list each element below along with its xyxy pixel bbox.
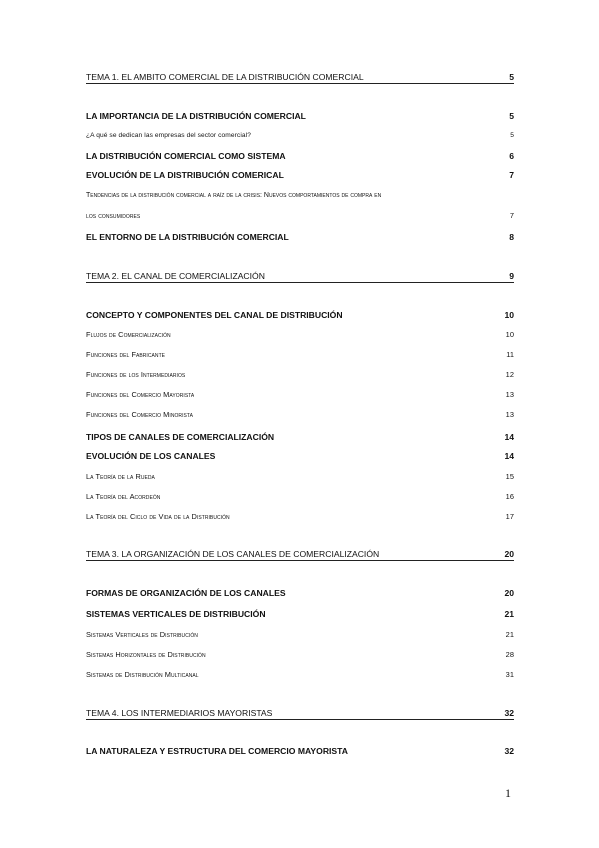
toc-entry-subsection[interactable] [86, 390, 514, 399]
toc-entry-page: 12 [505, 370, 514, 379]
toc-entry-title: TEMA 2. EL CANAL DE COMERCIALIZACIÓN [86, 271, 265, 281]
toc-entry-page: 9 [509, 271, 514, 281]
toc-entry-page: 11 [506, 350, 514, 359]
toc-entry-title: Flujos de Comercialización [86, 330, 171, 339]
toc-entry-section[interactable] [86, 310, 514, 320]
toc-entry-page: 32 [504, 746, 514, 756]
toc-entry-page: 6 [509, 151, 514, 161]
toc-entry-page: 14 [504, 432, 514, 442]
toc-entry-page: 20 [504, 549, 514, 559]
toc-entry-title: SISTEMAS VERTICALES DE DISTRIBUCIÓN [86, 609, 266, 619]
toc-entry-title: TEMA 1. EL AMBITO COMERCIAL DE LA DISTRIBUCIÓN COMERCIAL [86, 72, 364, 82]
toc-entry-title: EVOLUCIÓN DE LOS CANALES [86, 451, 216, 461]
toc-entry-title: Sistemas Verticales de Distribución [86, 630, 198, 639]
toc-entry-page: 13 [505, 410, 514, 419]
toc-entry-page: 14 [504, 451, 514, 461]
toc-entry-title: LA DISTRIBUCIÓN COMERCIAL COMO SISTEMA [86, 151, 286, 161]
toc-entry-section[interactable] [86, 232, 514, 242]
toc-entry-subsection[interactable] [86, 370, 514, 379]
toc-entry-subsection[interactable] [86, 410, 514, 419]
toc-entry-title: TEMA 4. LOS INTERMEDIARIOS MAYORISTAS [86, 708, 273, 718]
toc-entry-title: CONCEPTO Y COMPONENTES DEL CANAL DE DISTRIBUCIÓN [86, 310, 343, 320]
toc-entry-page: 10 [505, 330, 514, 339]
toc-entry-title: Sistemas de Distribución Multicanal [86, 670, 199, 679]
toc-entry-title: La Teoría de la Rueda [86, 472, 155, 481]
toc-entry-title: La Teoría del Acordeón [86, 492, 161, 501]
page-number: 1 [505, 786, 511, 800]
toc-entry-section[interactable] [86, 151, 514, 161]
toc-entry-section[interactable] [86, 746, 514, 756]
toc-entry-page: 21 [504, 609, 514, 619]
toc-entry-title: Funciones de los Intermediarios [86, 370, 186, 379]
toc-entry-page: 28 [505, 650, 514, 659]
toc-entry-page: 17 [505, 512, 514, 521]
toc-entry-title: EVOLUCIÓN DE LA DISTRIBUCIÓN COMERICAL [86, 170, 284, 180]
toc-entry-subsection[interactable] [86, 472, 514, 481]
toc-entry-page: 15 [505, 472, 514, 481]
toc-entry-page: 7 [509, 170, 514, 180]
toc-entry-section[interactable] [86, 451, 514, 461]
toc-entry-tema-3[interactable] [86, 549, 514, 561]
toc-entry-tema-2[interactable] [86, 271, 514, 283]
toc-entry-page: 16 [505, 492, 514, 501]
toc-entry-section[interactable] [86, 170, 514, 180]
toc-entry-title: FORMAS DE ORGANIZACIÓN DE LOS CANALES [86, 588, 286, 598]
toc-entry-title: TEMA 3. LA ORGANIZACIÓN DE LOS CANALES DE COMERCIALIZACIÓN [86, 549, 380, 559]
toc-entry-title: LA IMPORTANCIA DE LA DISTRIBUCIÓN COMERCIAL [86, 111, 306, 121]
toc-entry-title: Sistemas Horizontales de Distribución [86, 650, 206, 659]
toc-entry-page: 13 [505, 390, 514, 399]
toc-entry-page: 7 [509, 211, 514, 220]
toc-entry-title: Funciones del Fabricante [86, 350, 166, 359]
toc-entry-title: LA NATURALEZA Y ESTRUCTURA DEL COMERCIO MAYORISTA [86, 746, 348, 756]
toc-entry-page: 5 [509, 111, 514, 121]
toc-entry-section[interactable] [86, 432, 514, 442]
toc-entry-title: EL ENTORNO DE LA DISTRIBUCIÓN COMERCIAL [86, 232, 289, 242]
toc-entry-section[interactable] [86, 588, 514, 598]
toc-entry-section[interactable] [86, 111, 514, 121]
toc-entry-title: Tendencias de la distribución comercial a raíz de la crisis: Nuevos comportamientos de compra en [86, 192, 382, 199]
toc-entry-page: 5 [510, 132, 514, 139]
toc-entry-page: 20 [504, 588, 514, 598]
toc-entry-title: TIPOS DE CANALES DE COMERCIALIZACIÓN [86, 432, 275, 442]
toc-entry-page: 10 [504, 310, 514, 320]
toc-entry-tema-4[interactable] [86, 708, 514, 720]
toc-entry-page: 8 [509, 232, 514, 242]
toc-entry-subsection[interactable] [86, 492, 514, 501]
toc-entry-subsection[interactable] [86, 630, 514, 639]
toc-entry-page: 5 [509, 72, 514, 82]
toc-entry-subsection[interactable] [86, 350, 514, 359]
toc-entry-subsection[interactable] [86, 132, 514, 139]
toc-entry-page: 32 [504, 708, 514, 718]
toc-entry-title: los consumidores [86, 211, 141, 220]
toc-entry-subsection[interactable] [86, 211, 514, 220]
toc-entry-title: La Teoría del Ciclo de Vida de la Distribución [86, 512, 230, 521]
toc-entry-page: 21 [505, 630, 514, 639]
toc-entry-subsection[interactable] [86, 330, 514, 339]
toc-entry-page: 31 [505, 670, 514, 679]
toc-entry-subsection[interactable] [86, 192, 514, 199]
toc-entry-subsection[interactable] [86, 670, 514, 679]
toc-entry-title: ¿A qué se dedican las empresas del sector comercial? [86, 132, 251, 139]
toc-entry-tema-1[interactable] [86, 72, 514, 84]
toc-entry-subsection[interactable] [86, 512, 514, 521]
toc-entry-title: Funciones del Comercio Minorista [86, 410, 194, 419]
toc-entry-section[interactable] [86, 609, 514, 619]
toc-entry-title: Funciones del Comercio Mayorista [86, 390, 195, 399]
toc-entry-subsection[interactable] [86, 650, 514, 659]
